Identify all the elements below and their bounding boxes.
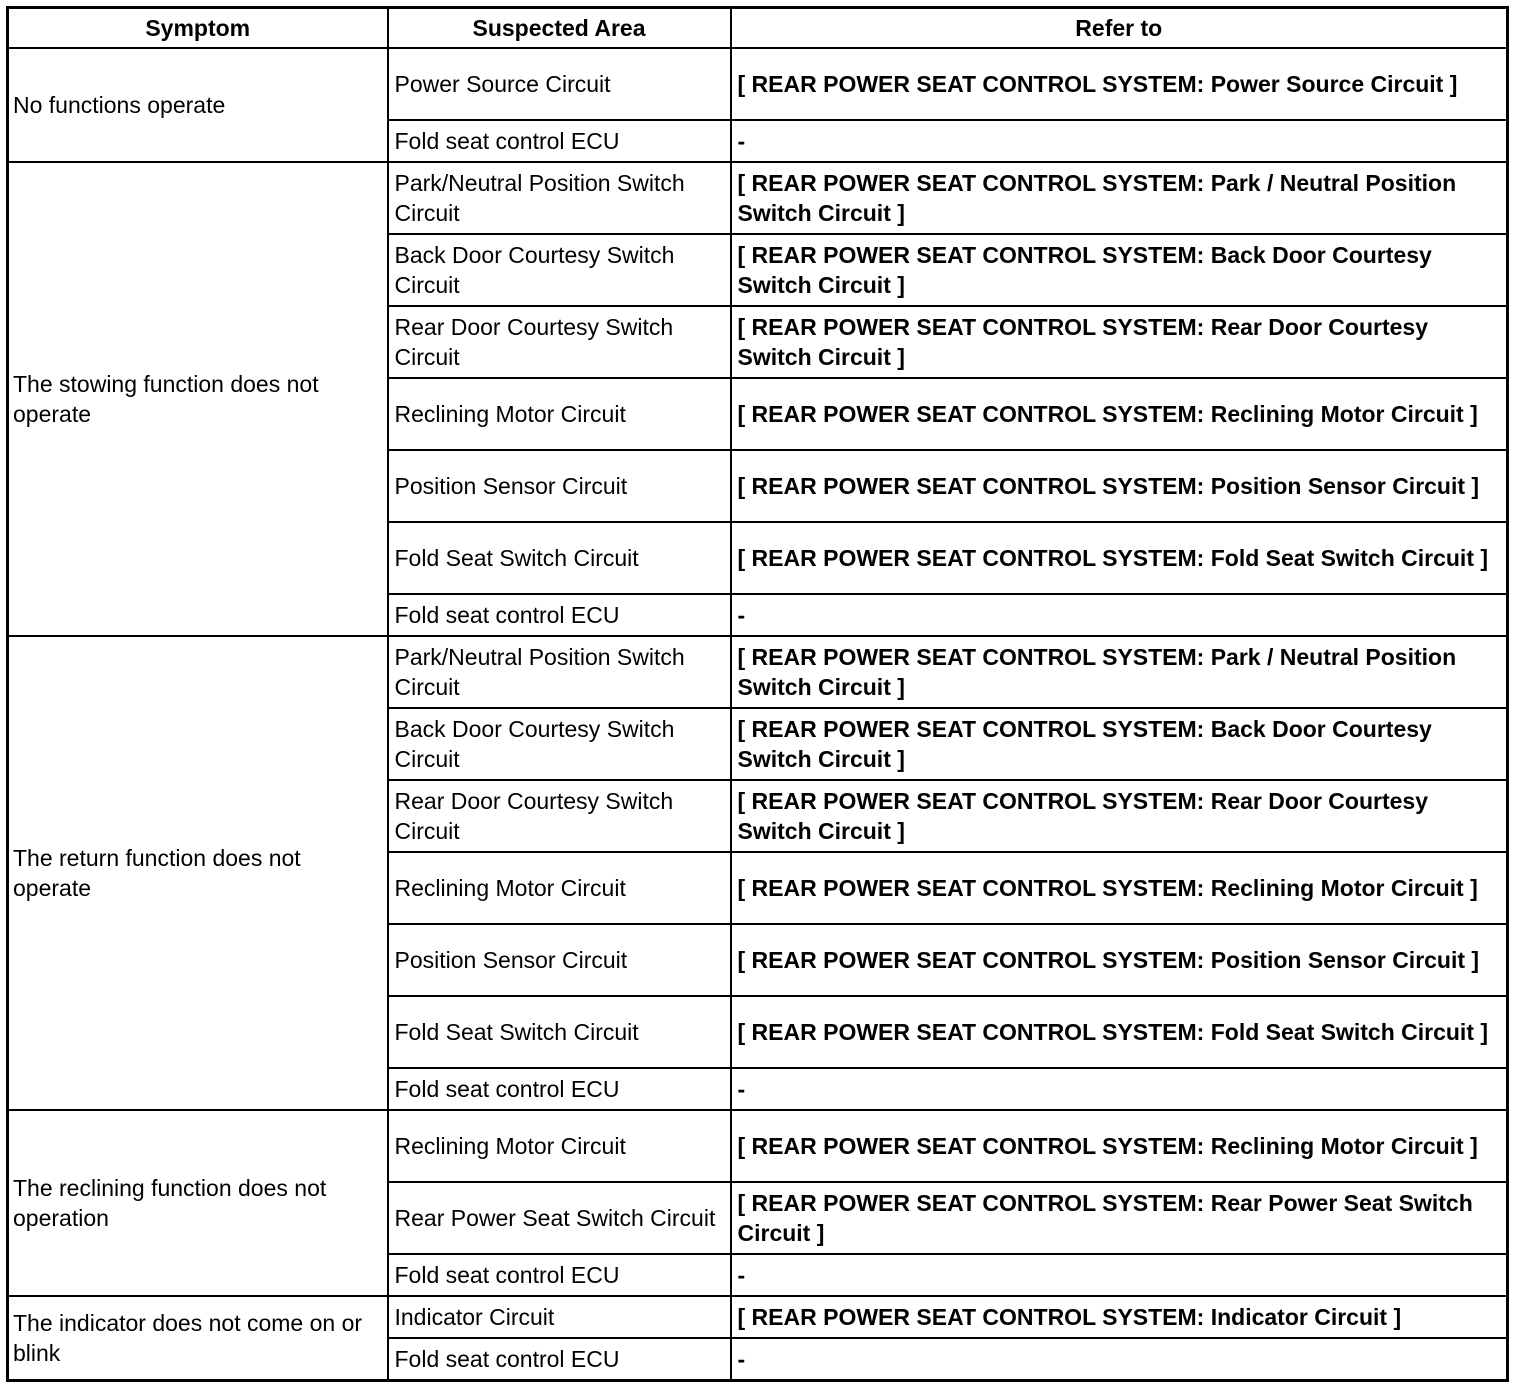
refer-to-cell: [ REAR POWER SEAT CONTROL SYSTEM: Back Door Courtesy Switch Circuit ] — [731, 234, 1508, 306]
refer-to-cell: [ REAR POWER SEAT CONTROL SYSTEM: Reclining Motor Circuit ] — [731, 378, 1508, 450]
header-row — [8, 8, 1508, 49]
header-suspected-area: Suspected Area — [388, 8, 731, 49]
suspected-area-cell: Position Sensor Circuit — [388, 924, 731, 996]
suspected-area-cell: Fold Seat Switch Circuit — [388, 522, 731, 594]
refer-to-cell: - — [731, 594, 1508, 636]
suspected-area-cell: Fold seat control ECU — [388, 1254, 731, 1296]
table-row — [8, 1110, 1508, 1182]
suspected-area-cell: Rear Power Seat Switch Circuit — [388, 1182, 731, 1254]
suspected-area-cell: Indicator Circuit — [388, 1296, 731, 1338]
refer-to-cell: [ REAR POWER SEAT CONTROL SYSTEM: Position Sensor Circuit ] — [731, 450, 1508, 522]
symptom-cell: The stowing function does not operate — [8, 162, 388, 636]
refer-to-cell: - — [731, 1338, 1508, 1381]
suspected-area-cell: Park/Neutral Position Switch Circuit — [388, 162, 731, 234]
suspected-area-cell: Reclining Motor Circuit — [388, 378, 731, 450]
symptom-cell: No functions operate — [8, 48, 388, 162]
refer-to-cell: [ REAR POWER SEAT CONTROL SYSTEM: Reclining Motor Circuit ] — [731, 1110, 1508, 1182]
suspected-area-cell: Reclining Motor Circuit — [388, 1110, 731, 1182]
refer-to-cell: [ REAR POWER SEAT CONTROL SYSTEM: Rear Door Courtesy Switch Circuit ] — [731, 780, 1508, 852]
refer-to-cell: - — [731, 120, 1508, 162]
symptom-cell: The return function does not operate — [8, 636, 388, 1110]
suspected-area-cell: Park/Neutral Position Switch Circuit — [388, 636, 731, 708]
table-row — [8, 162, 1508, 234]
table-row — [8, 1296, 1508, 1338]
refer-to-cell: [ REAR POWER SEAT CONTROL SYSTEM: Rear Power Seat Switch Circuit ] — [731, 1182, 1508, 1254]
suspected-area-cell: Fold seat control ECU — [388, 1068, 731, 1110]
troubleshooting-table — [6, 6, 1509, 1382]
refer-to-cell: [ REAR POWER SEAT CONTROL SYSTEM: Power Source Circuit ] — [731, 48, 1508, 120]
header-refer-to: Refer to — [731, 8, 1508, 49]
suspected-area-cell: Rear Door Courtesy Switch Circuit — [388, 306, 731, 378]
suspected-area-cell: Back Door Courtesy Switch Circuit — [388, 234, 731, 306]
refer-to-cell: [ REAR POWER SEAT CONTROL SYSTEM: Park / Neutral Position Switch Circuit ] — [731, 162, 1508, 234]
symptom-cell: The reclining function does not operation — [8, 1110, 388, 1296]
refer-to-cell: - — [731, 1254, 1508, 1296]
refer-to-cell: [ REAR POWER SEAT CONTROL SYSTEM: Fold Seat Switch Circuit ] — [731, 996, 1508, 1068]
table-row — [8, 636, 1508, 708]
refer-to-cell: [ REAR POWER SEAT CONTROL SYSTEM: Indicator Circuit ] — [731, 1296, 1508, 1338]
refer-to-cell: [ REAR POWER SEAT CONTROL SYSTEM: Back Door Courtesy Switch Circuit ] — [731, 708, 1508, 780]
refer-to-cell: [ REAR POWER SEAT CONTROL SYSTEM: Position Sensor Circuit ] — [731, 924, 1508, 996]
refer-to-cell: [ REAR POWER SEAT CONTROL SYSTEM: Reclining Motor Circuit ] — [731, 852, 1508, 924]
refer-to-cell: [ REAR POWER SEAT CONTROL SYSTEM: Rear Door Courtesy Switch Circuit ] — [731, 306, 1508, 378]
suspected-area-cell: Back Door Courtesy Switch Circuit — [388, 708, 731, 780]
suspected-area-cell: Reclining Motor Circuit — [388, 852, 731, 924]
suspected-area-cell: Fold seat control ECU — [388, 594, 731, 636]
symptom-cell: The indicator does not come on or blink — [8, 1296, 388, 1381]
suspected-area-cell: Position Sensor Circuit — [388, 450, 731, 522]
suspected-area-cell: Fold seat control ECU — [388, 1338, 731, 1381]
refer-to-cell: [ REAR POWER SEAT CONTROL SYSTEM: Park / Neutral Position Switch Circuit ] — [731, 636, 1508, 708]
suspected-area-cell: Rear Door Courtesy Switch Circuit — [388, 780, 731, 852]
suspected-area-cell: Fold Seat Switch Circuit — [388, 996, 731, 1068]
header-symptom: Symptom — [8, 8, 388, 49]
refer-to-cell: [ REAR POWER SEAT CONTROL SYSTEM: Fold Seat Switch Circuit ] — [731, 522, 1508, 594]
suspected-area-cell: Fold seat control ECU — [388, 120, 731, 162]
suspected-area-cell: Power Source Circuit — [388, 48, 731, 120]
table-row — [8, 48, 1508, 120]
refer-to-cell: - — [731, 1068, 1508, 1110]
